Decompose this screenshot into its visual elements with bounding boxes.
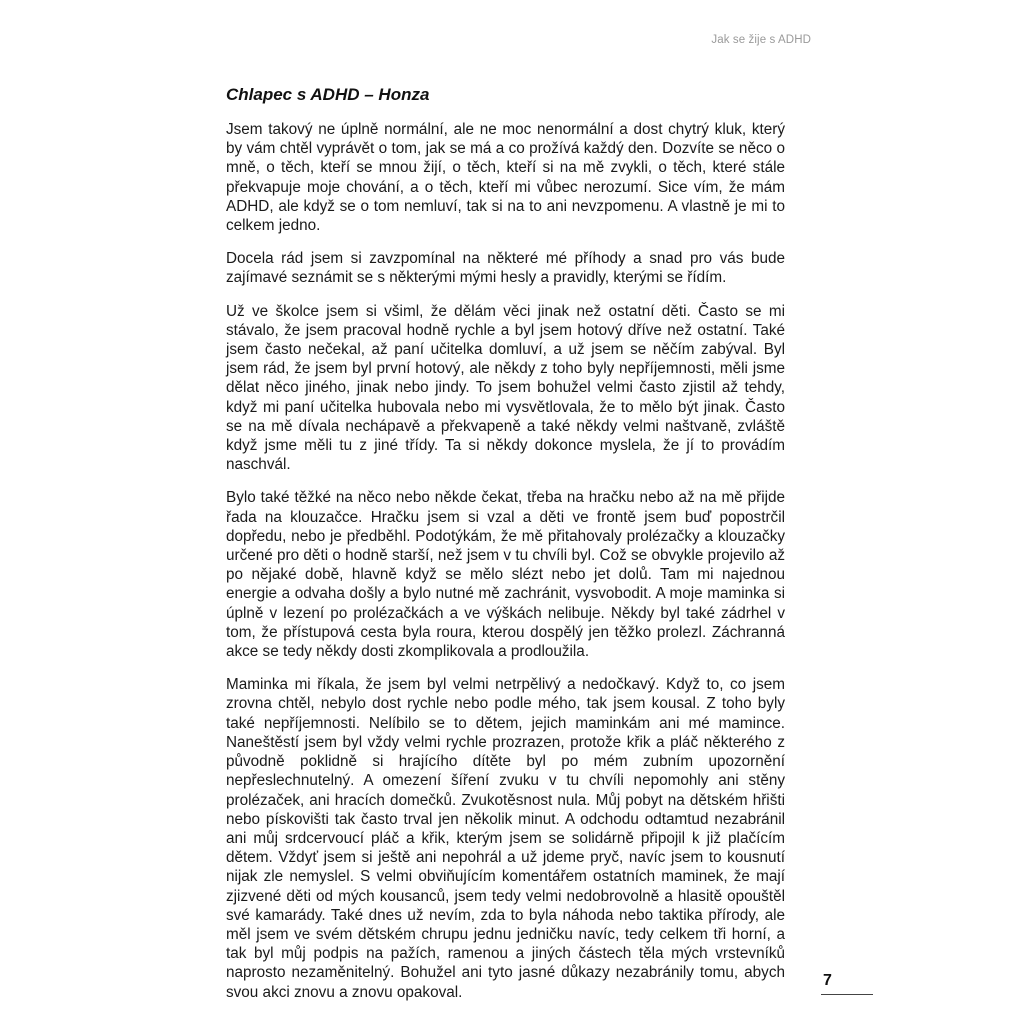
paragraph-intro: Jsem takový ne úplně normální, ale ne moc nenormální a dost chytrý kluk, který by vám chtěl vyprávět o tom, jak se má a co prožívá každý den. Dozvíte se něco o mně, o těch, kteří se mnou žijí, o těch, kteří si na mě zvykli, o těch, které stále překvapuje moje chování, a o těch, kteří mi vůbec nerozumí. Sice vím, že mám ADHD, ale když se o tom nemluví, tak si na to ani nevzpomenu. A vlastně je mi to celkem jedno. <box>226 121 785 235</box>
page-number: 7 <box>823 972 832 989</box>
paragraph-waiting: Bylo také těžké na něco nebo někde čekat, třeba na hračku nebo až na mě přijde řada na klouzačce. Hračku jsem si vzal a děti ve frontě jsem buď popostrčil dopředu, nebo je předběhl. Podotýkám, že mě přitahovaly prolézačky a klouzačky určené pro děti o hodně starší, než jsem v tu chvíli byl. Což se obvykle projevilo až po nějaké době, hlavně když se mělo slézt nebo jet dolů. Tam mi najednou energie a odvaha došly a bylo nutné mě zachránit, vysvobodit. A moje maminka si úplně v lezení po prolézačkách a ve výškách nelibuje. Někdy byl také zádrhel v tom, že přístupová cesta byla roura, kterou dospělý jen těžko prolezl. Záchranná akce se tedy někdy dosti zkomplikovala a prodloužila. <box>226 489 785 661</box>
chapter-title: Chlapec s ADHD – Honza <box>226 85 430 104</box>
paragraph-biting: Maminka mi říkala, že jsem byl velmi netrpělivý a nedočkavý. Když to, co jsem zrovna chtěl, nebylo dost rychle nebo podle mého, tak jsem kousal. Z toho byly také nepříjemnosti. Nelíbilo se to dětem, jejich maminkám ani mé mamince. Naneštěstí jsem byl vždy velmi rychle prozrazen, protože křik a pláč některého z původně poklidně si hrajícího dítěte byl po mém zubním upozornění nepřeslechnutelný. A omezení šíření zvuku v tu chvíli nepomohly ani stěny prolézaček, ani hracích domečků. Zvukotěsnost nula. Můj pobyt na dětském hřišti nebo pískovišti tak často trval jen několik minut. A odchodu odtamtud nezabránil ani můj srdcervoucí pláč a křik, kterým jsem se solidárně připojil k již plačícím dětem. Vždyť jsem si ještě ani nepohrál a už jdeme pryč, navíc jsem to kousnutí nijak zle nemyslel. S velmi obviňujícím komentářem ostatních maminek, že mají zjizvené děti od mých kousanců, jsem tedy velmi nedobrovolně a hlasitě opouštěl své kamarády. Také dnes už nevím, zda to byla náhoda nebo taktika přírody, ale měl jsem ve svém dětském chrupu jednu jedničku navíc, tedy celkem tři horní, a tak byl můj podpis na pažích, ramenou a jiných částech těla mých vrstevníků naprosto nezaměnitelný. Bohužel ani tyto jasné důkazy nezabránily tomu, abych svou akci znovu a znovu opakoval. <box>226 676 785 1001</box>
paragraph-kindergarten: Už ve školce jsem si všiml, že dělám věci jinak než ostatní děti. Často se mi stávalo, že jsem pracoval hodně rychle a byl jsem hotový dříve než ostatní. Také jsem často nečekal, až paní učitelka domluví, a už jsem se něčím zabýval. Byl jsem rád, že jsem byl první hotový, ale někdy z toho byly nepříjemnosti, měli jsme dělat něco jiného, jinak nebo jindy. To jsem bohužel velmi často zjistil až tehdy, když mi paní učitelka hubovala nebo mi vysvětlovala, že to mělo být jinak. Často se na mě dívala nechápavě a překvapeně a také někdy velmi naštvaně, zvláště když jsme měli tu z jiné třídy. Ta si někdy dokonce myslela, že jí to provádím naschvál. <box>226 302 785 474</box>
paragraph-memories: Docela rád jsem si zavzpomínal na některé mé příhody a snad pro vás bude zajímavé seznámit se s některými mými hesly a pravidly, kterými se řídím. <box>226 250 785 287</box>
running-header: Jak se žije s ADHD <box>711 34 811 46</box>
page-number-rule <box>821 994 873 995</box>
page-content <box>226 84 785 1016</box>
